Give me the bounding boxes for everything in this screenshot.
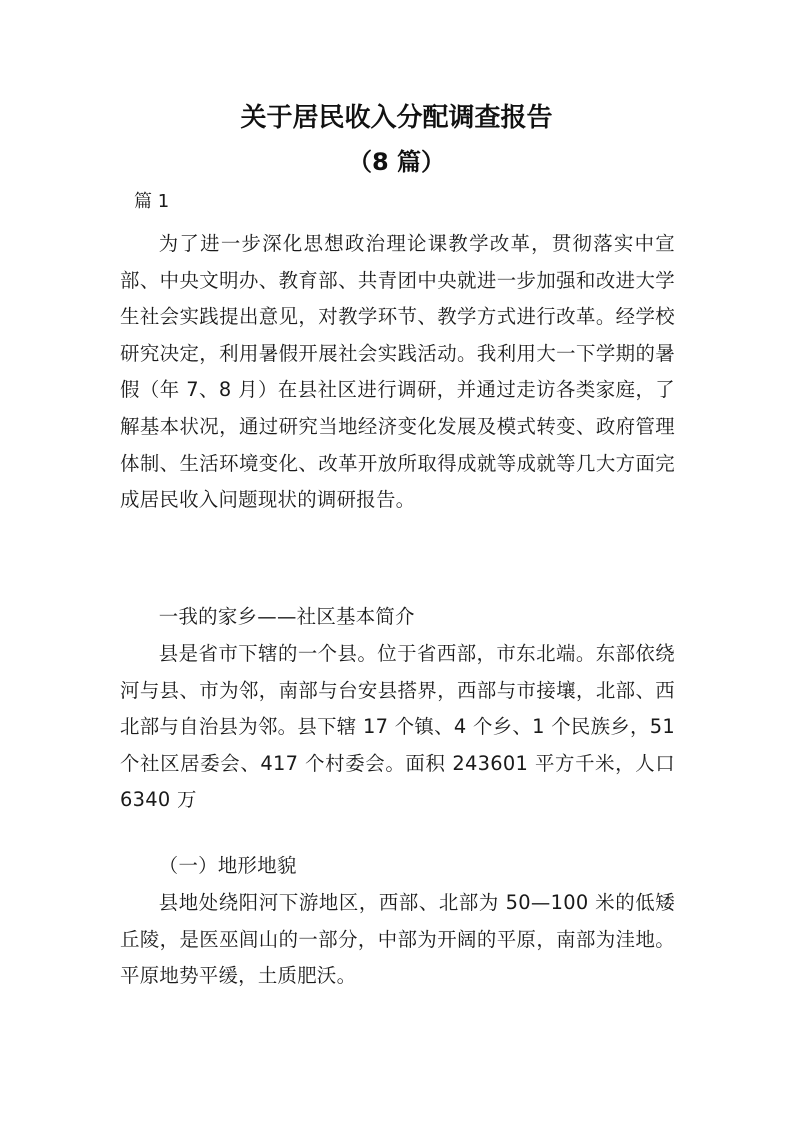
paragraph-county-overview: 县是省市下辖的一个县。位于省西部，市东北端。东部依绕河与县、市为邻，南部与台安县搭界，西部与市接壤，北部、西北部与自治县为邻。县下辖 17 个镇、4 个乡、1 个民族乡，51 个社区居委会、417 个村委会。面积 243601 平方千米，人口 6340 万 <box>120 642 675 812</box>
section-label: 篇 1 <box>134 191 170 212</box>
document-title: 关于居民收入分配调查报告 <box>240 103 553 133</box>
document-subtitle: （8 篇） <box>347 148 446 176</box>
heading-terrain: （一）地形地貌 <box>158 854 297 877</box>
heading-community-intro: 一我的家乡——社区基本简介 <box>158 605 415 628</box>
paragraph-terrain: 县地处绕阳河下游地区，西部、北部为 50—100 米的低矮丘陵，是医巫闾山的一部分，中部为开阔的平原，南部为洼地。平原地势平缓，土质肥沃。 <box>120 891 675 988</box>
paragraph-intro: 为了进一步深化思想政治理论课教学改革，贯彻落实中宣部、中央文明办、教育部、共青团中央就进一步加强和改进大学生社会实践提出意见，对教学环节、教学方式进行改革。经学校研究决定，利用暑假开展社会实践活动。我利用大一下学期的暑假（年 7、8 月）在县社区进行调研，并通过走访各类家庭，了解基本状况，通过研究当地经济变化发展及模式转变、政府管理体制、生活环境变化、改革开放所取得成就等成就等几大方面完成居民收入问题现状的调研报告。 <box>120 232 675 512</box>
